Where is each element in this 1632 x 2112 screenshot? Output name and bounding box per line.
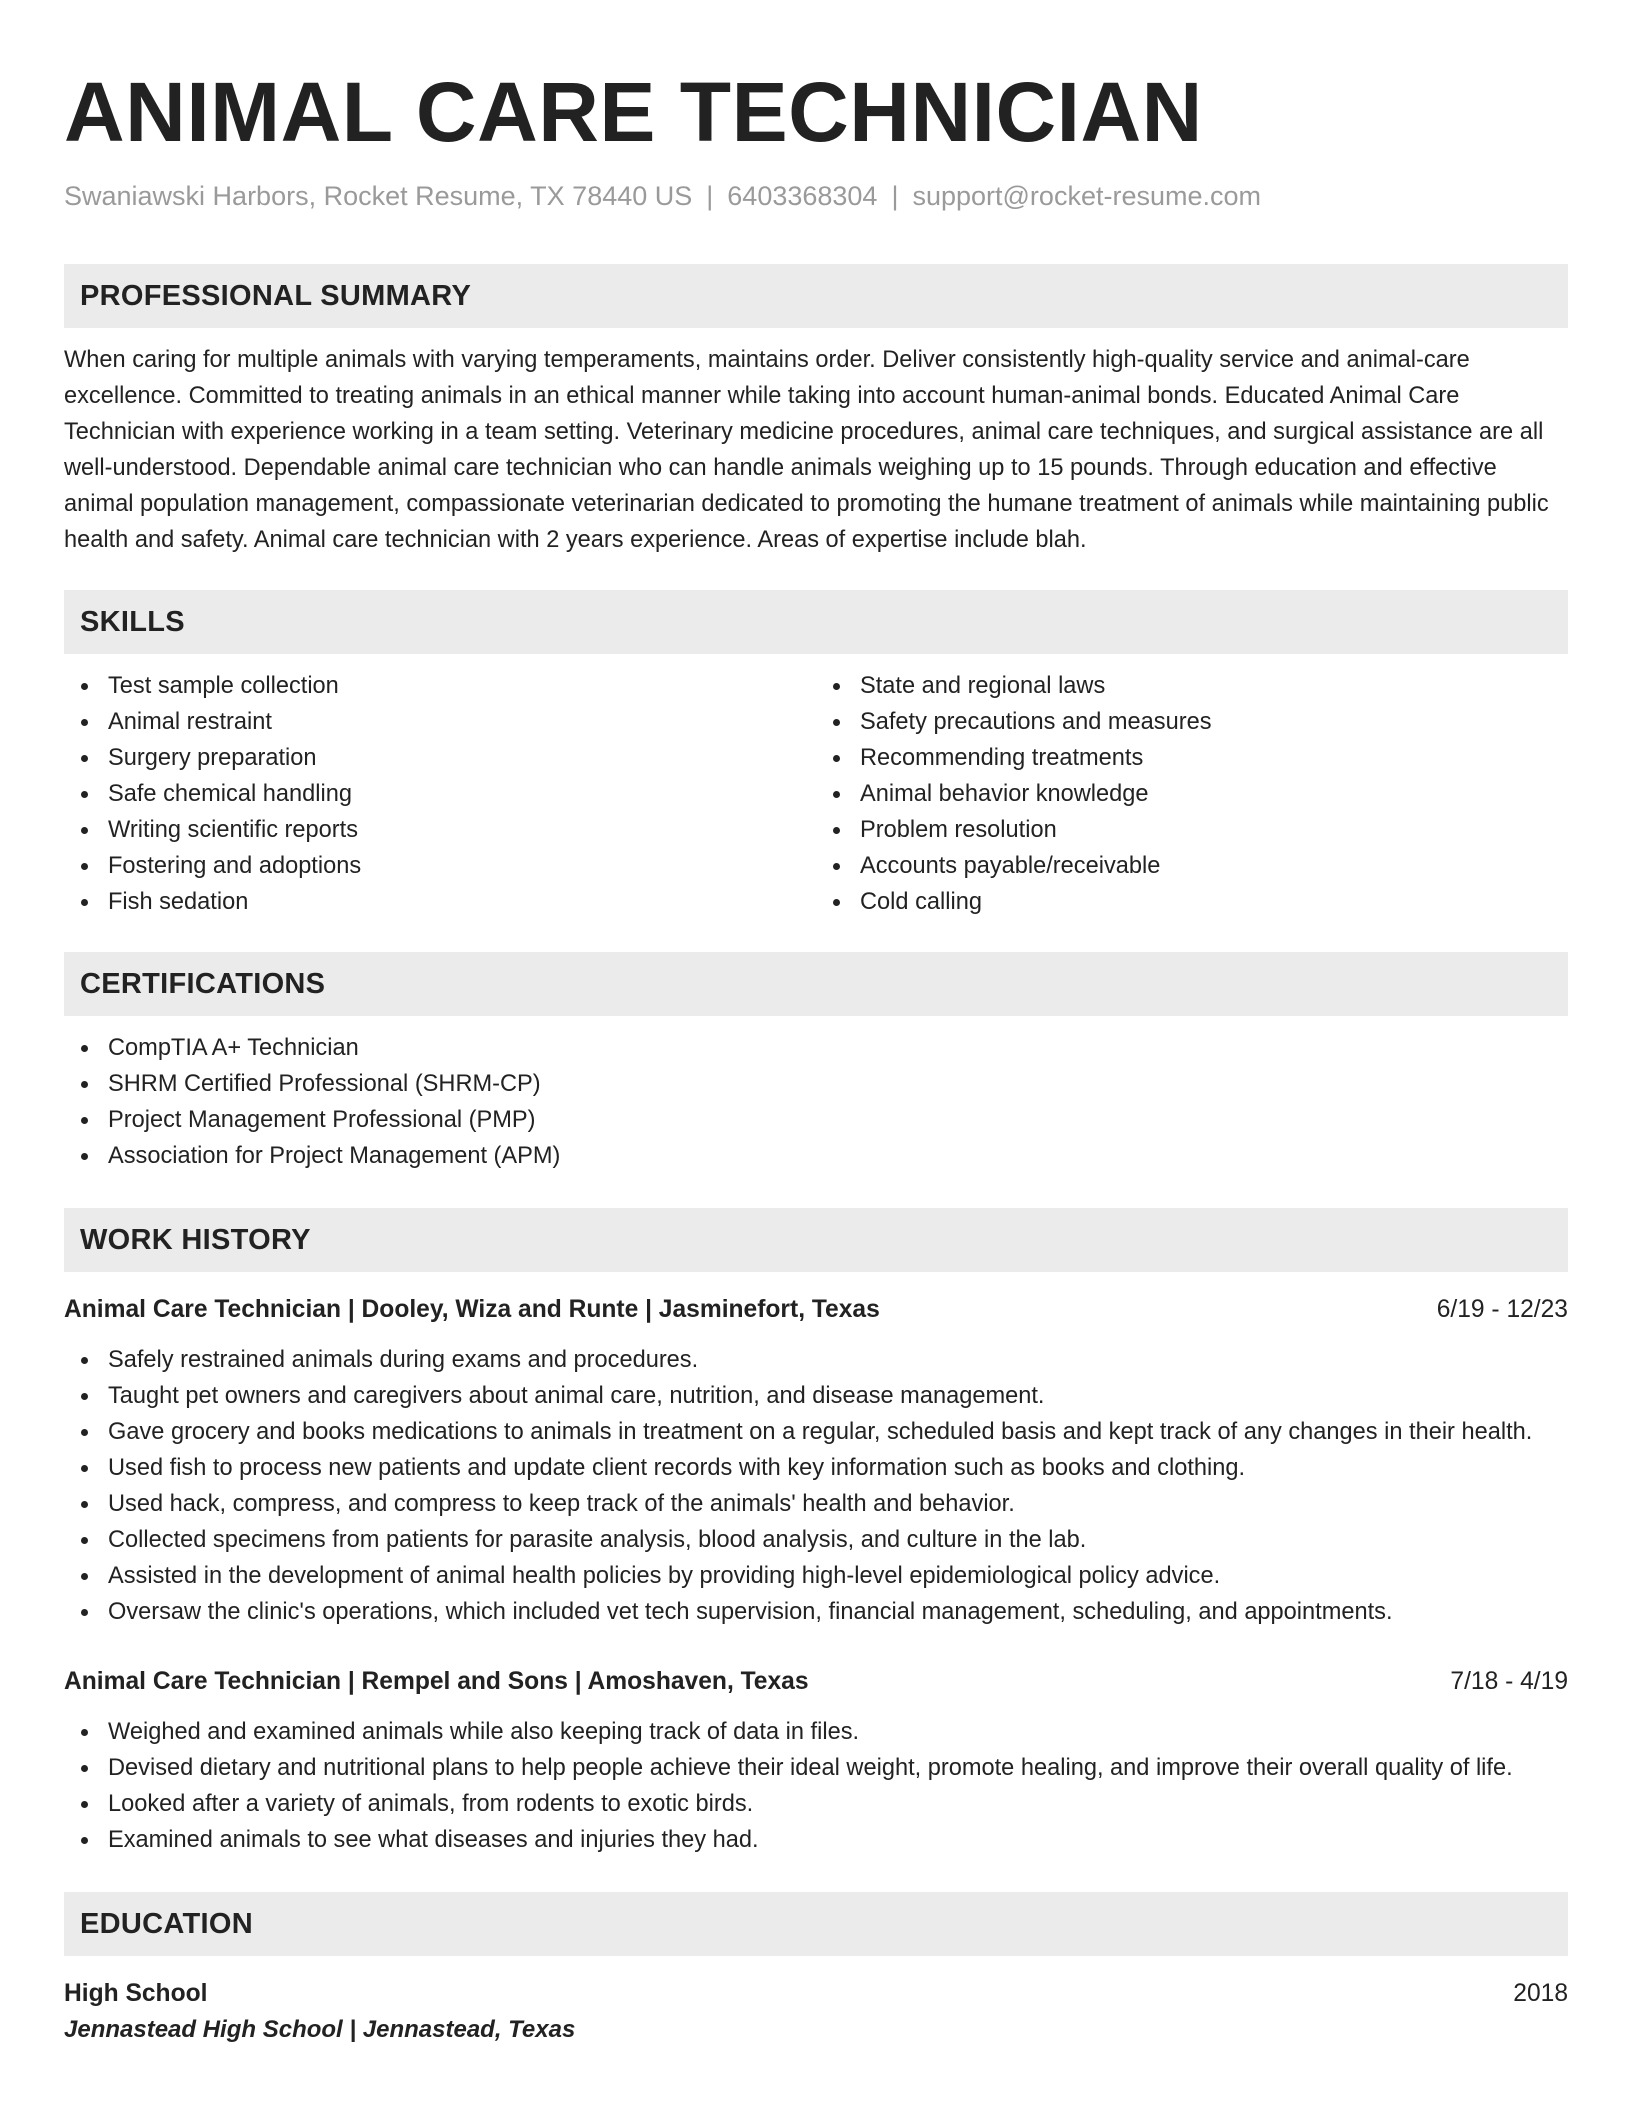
- contact-address: Swaniawski Harbors, Rocket Resume, TX 78440 US: [64, 181, 693, 211]
- job-bullet: Used hack, compress, and compress to keep track of the animals' health and behavior.: [108, 1486, 1568, 1522]
- skill-item: Safety precautions and measures: [860, 704, 1568, 740]
- skill-item: Writing scientific reports: [108, 812, 816, 848]
- certification-item: CompTIA A+ Technician: [108, 1030, 1568, 1066]
- skill-item: Surgery preparation: [108, 740, 816, 776]
- job-bullet: Safely restrained animals during exams and procedures.: [108, 1342, 1568, 1378]
- job-entry: [64, 1292, 1568, 1630]
- job-bullet: Weighed and examined animals while also keeping track of data in files.: [108, 1714, 1568, 1750]
- job-dates: 7/18 - 4/19: [1450, 1668, 1568, 1696]
- skill-item: State and regional laws: [860, 668, 1568, 704]
- job-bullet: Assisted in the development of animal health policies by providing high-level epidemiological policy advice.: [108, 1558, 1568, 1594]
- skill-item: Safe chemical handling: [108, 776, 816, 812]
- job-entry: [64, 1664, 1568, 1858]
- contact-line: [64, 180, 1568, 212]
- section-heading-summary: PROFESSIONAL SUMMARY: [64, 264, 1568, 328]
- education-year: 2018: [1513, 1980, 1568, 2008]
- skill-item: Problem resolution: [860, 812, 1568, 848]
- skill-item: Cold calling: [860, 884, 1568, 920]
- skills-list-left: [64, 668, 816, 920]
- contact-separator: |: [891, 181, 899, 211]
- certifications-list: [64, 1030, 1568, 1174]
- job-bullet: Taught pet owners and caregivers about animal care, nutrition, and disease management.: [108, 1378, 1568, 1414]
- skill-item: Fish sedation: [108, 884, 816, 920]
- section-heading-work-history: WORK HISTORY: [64, 1208, 1568, 1272]
- contact-email: support@rocket-resume.com: [912, 181, 1261, 211]
- job-header: [64, 1292, 1568, 1328]
- job-bullets: [64, 1342, 1568, 1630]
- job-heading: Animal Care Technician | Dooley, Wiza and Runte | Jasminefort, Texas: [64, 1296, 880, 1324]
- job-bullet: Looked after a variety of animals, from rodents to exotic birds.: [108, 1786, 1568, 1822]
- education-degree: High School: [64, 1980, 208, 2008]
- job-bullet: Collected specimens from patients for parasite analysis, blood analysis, and culture in the lab.: [108, 1522, 1568, 1558]
- skill-item: Fostering and adoptions: [108, 848, 816, 884]
- certification-item: Association for Project Management (APM): [108, 1138, 1568, 1174]
- job-bullet: Examined animals to see what diseases and injuries they had.: [108, 1822, 1568, 1858]
- section-heading-certifications: CERTIFICATIONS: [64, 952, 1568, 1016]
- skill-item: Test sample collection: [108, 668, 816, 704]
- resume-name: ANIMAL CARE TECHNICIAN: [64, 65, 1203, 159]
- section-heading-education: EDUCATION: [64, 1892, 1568, 1956]
- skill-item: Accounts payable/receivable: [860, 848, 1568, 884]
- education-header: [64, 1976, 1568, 2012]
- contact-separator: |: [706, 181, 714, 211]
- job-heading: Animal Care Technician | Rempel and Sons | Amoshaven, Texas: [64, 1668, 809, 1696]
- education-school: Jennastead High School | Jennastead, Texas: [64, 2016, 576, 2044]
- job-bullets: [64, 1714, 1568, 1858]
- certification-item: Project Management Professional (PMP): [108, 1102, 1568, 1138]
- summary-text: When caring for multiple animals with varying temperaments, maintains order. Deliver consistently high-quality service and animal-care excellence. Committed to treating animals in an ethical manner while taking into account human-animal bonds. Educated Animal Care Technician with experience working in a team setting. Veterinary medicine procedures, animal care techniques, and surgical assistance are all well-understood. Dependable animal care technician who can handle animals weighing up to 15 pounds. Through education and effective animal population management, compassionate veterinarian dedicated to promoting the humane treatment of animals while maintaining public health and safety. Animal care technician with 2 years experience. Areas of expertise include blah.: [64, 347, 1549, 554]
- job-dates: 6/19 - 12/23: [1436, 1296, 1568, 1324]
- job-bullet: Devised dietary and nutritional plans to help people achieve their ideal weight, promote healing, and improve their overall quality of life.: [108, 1750, 1568, 1786]
- skill-item: Animal restraint: [108, 704, 816, 740]
- job-bullet: Used fish to process new patients and update client records with key information such as books and clothing.: [108, 1450, 1568, 1486]
- job-bullet: Oversaw the clinic's operations, which included vet tech supervision, financial management, scheduling, and appointments.: [108, 1594, 1568, 1630]
- skill-item: Recommending treatments: [860, 740, 1568, 776]
- contact-phone: 6403368304: [727, 181, 878, 211]
- job-header: [64, 1664, 1568, 1700]
- skills-list-right: [816, 668, 1568, 920]
- section-heading-skills: SKILLS: [64, 590, 1568, 654]
- skill-item: Animal behavior knowledge: [860, 776, 1568, 812]
- skills-grid: [64, 668, 1568, 920]
- certification-item: SHRM Certified Professional (SHRM-CP): [108, 1066, 1568, 1102]
- job-bullet: Gave grocery and books medications to animals in treatment on a regular, scheduled basis and kept track of any changes in their health.: [108, 1414, 1568, 1450]
